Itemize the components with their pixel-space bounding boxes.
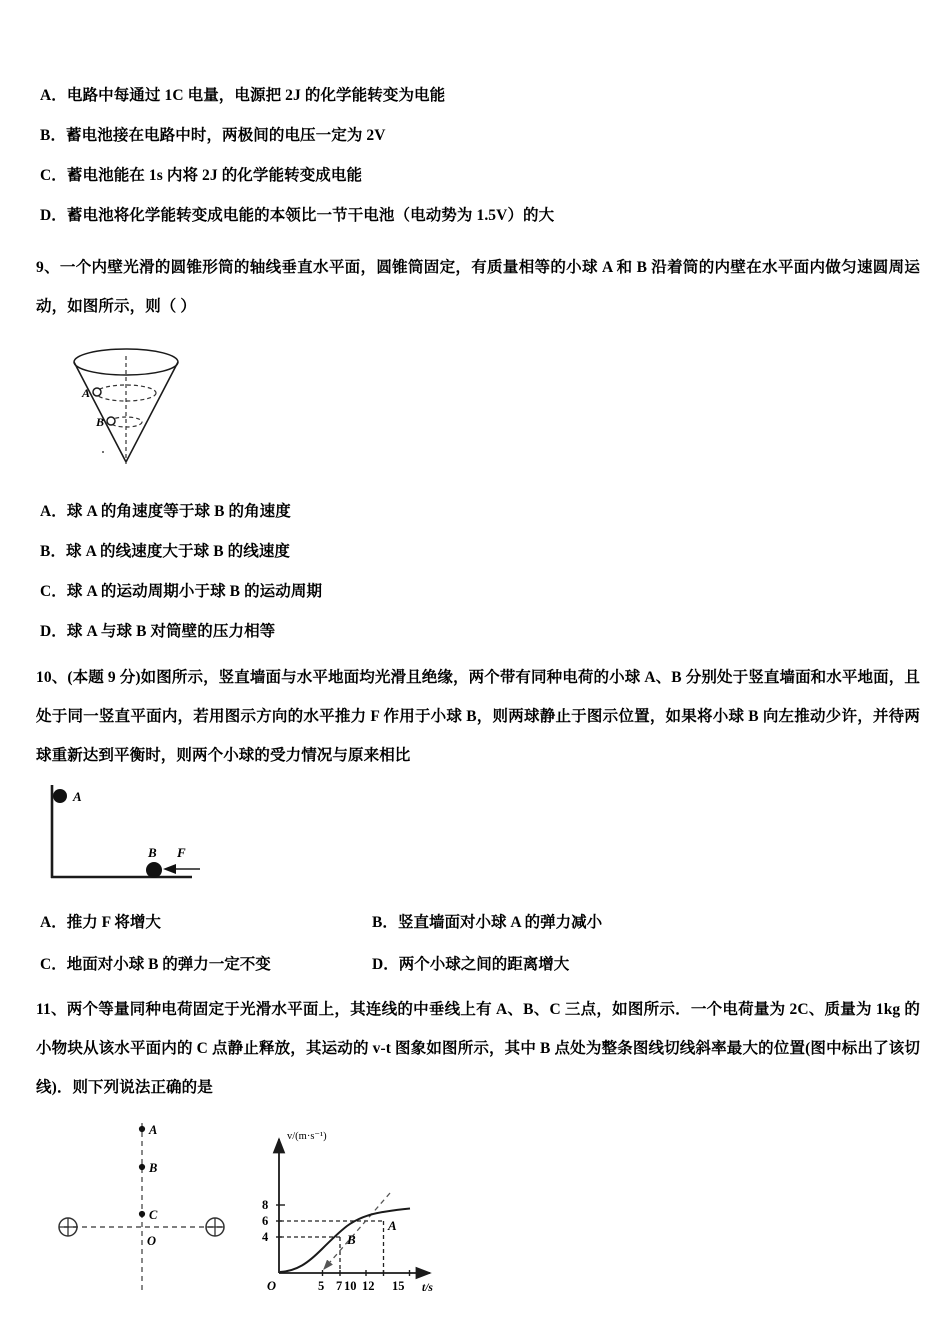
question-11-stem <box>36 990 920 1107</box>
option-label: C． <box>40 955 67 973</box>
option-label: B． <box>40 543 67 560</box>
point-a-label: A <box>149 1122 158 1137</box>
y-axis-label: v/(m·s⁻¹) <box>287 1130 327 1142</box>
option-row <box>40 915 920 932</box>
cone-left-edge <box>74 362 126 462</box>
y-tick-label-8: 8 <box>262 1197 269 1212</box>
point-a-dot <box>139 1125 145 1131</box>
option-text: 球 A 的角速度等于球 B 的角速度 <box>66 503 291 520</box>
option-label: C． <box>40 167 67 184</box>
x-axis-label: t/s <box>422 1281 433 1294</box>
option-row <box>40 128 920 144</box>
ball-b-label: B <box>96 415 105 429</box>
right-charge-icon <box>206 1218 224 1236</box>
option-label: B． <box>40 127 67 144</box>
option-row <box>40 584 920 600</box>
equal-charges-figure <box>50 1117 250 1297</box>
option-text: 电路中每通过 1C 电量，电源把 2J 的化学能转变为电能 <box>66 87 446 104</box>
x-tick-label-10: 10 <box>344 1278 357 1293</box>
option-label: A． <box>40 87 67 104</box>
option-row <box>40 168 920 184</box>
option-row <box>40 208 920 224</box>
option-text: 两个小球之间的距离增大 <box>398 955 570 973</box>
question-10-stem <box>36 658 920 775</box>
ball-a-label: A <box>73 788 82 804</box>
option-label: A． <box>40 503 67 520</box>
question-9-stem <box>36 248 920 326</box>
option-row <box>40 504 920 520</box>
force-label: F <box>177 844 186 860</box>
question-10-text: (本题 9 分)如图所示，竖直墙面与水平地面均光滑且绝缘，两个带有同种电荷的小球 A、B 分别处于竖直墙面和水平地面，且处于同一竖直平面内，若用图示方向的水平推力 F 作用于小球 B，则两球静止于图示位置，如果将小球 B 向左推动少许，并待两球重新达到平衡时，则两个小球的受力情况与原来相比 <box>36 668 920 764</box>
tangent-line <box>324 1193 390 1269</box>
ball-b <box>146 862 162 878</box>
option-text: 推力 F 将增大 <box>66 913 161 931</box>
cone-figure-svg <box>58 340 258 480</box>
option-label: A． <box>40 913 67 931</box>
question-11-figures <box>40 1117 920 1307</box>
option-text: 地面对小球 B 的弹力一定不变 <box>66 955 271 973</box>
ball-a <box>93 388 101 396</box>
question-10-number: 10、 <box>36 668 68 686</box>
option-row <box>40 88 920 104</box>
question-9-options <box>40 504 920 640</box>
y-tick-label-4: 4 <box>262 1229 269 1244</box>
option-row <box>40 957 920 974</box>
point-b-dot <box>139 1163 145 1169</box>
question-10-options <box>40 915 920 974</box>
option-c <box>40 957 271 973</box>
point-b-label: B <box>347 1231 356 1247</box>
wall-ground-figure <box>44 781 920 891</box>
vt-graph-svg <box>252 1125 462 1300</box>
option-row <box>40 544 920 560</box>
point-c-label: C <box>149 1207 158 1222</box>
option-d <box>372 957 569 973</box>
option-row <box>40 624 920 640</box>
y-tick-label-6: 6 <box>262 1213 269 1228</box>
question-9-text: 一个内壁光滑的圆锥形筒的轴线垂直水平面，圆锥筒固定，有质量相等的小球 A 和 B 沿着筒的内壁在水平面内做匀速圆周运动，如图所示，则（ ） <box>36 259 921 315</box>
point-c-dot <box>139 1210 145 1216</box>
origin-label: O <box>147 1233 157 1248</box>
ball-a-label: A <box>82 386 91 400</box>
option-text: 蓄电池将化学能转变成电能的本领比一节干电池（电动势为 1.5V）的大 <box>66 207 555 224</box>
question-11-text: 两个等量同种电荷固定于光滑水平面上，其连线的中垂线上有 A、B、C 三点，如图所示．一个电荷量为 2C、质量为 1kg 的小物块从该水平面内的 C 点静止释放，其运动的 v-t 图象如图所示，其中 B 点处为整条图线切线斜率最大的位置(图中标出了该切线)．则下列说法正确的是 <box>36 1000 920 1096</box>
option-b <box>372 915 602 931</box>
option-label: D． <box>40 207 67 224</box>
x-tick-label-7: 7 <box>336 1278 343 1293</box>
question-11-number: 11、 <box>36 1000 67 1018</box>
force-arrow-head <box>163 864 176 874</box>
option-text: 竖直墙面对小球 A 的弹力减小 <box>398 913 603 931</box>
ball-a <box>53 789 67 803</box>
x-tick-label-5: 5 <box>318 1278 325 1293</box>
option-text: 蓄电池能在 1s 内将 2J 的化学能转变成电能 <box>66 167 363 184</box>
option-label: D． <box>40 623 67 640</box>
ball-b-label: B <box>148 844 157 860</box>
option-text: 蓄电池接在电路中时，两极间的电压一定为 2V <box>66 127 386 144</box>
option-label: D． <box>372 955 399 973</box>
origin-label: O <box>267 1278 277 1293</box>
question-8-options <box>40 88 920 224</box>
ball-b <box>107 417 115 425</box>
point-a-label: A <box>388 1217 397 1233</box>
x-tick-label-12: 12 <box>362 1278 375 1293</box>
cone-right-edge <box>126 362 178 462</box>
point-b-label: B <box>149 1160 158 1175</box>
x-tick-label-15: 15 <box>392 1278 405 1293</box>
option-text: 球 A 的线速度大于球 B 的线速度 <box>66 543 291 560</box>
question-9-number: 9、 <box>36 259 60 276</box>
cone-figure <box>58 340 920 480</box>
left-charge-icon <box>59 1218 77 1236</box>
figure-speck <box>102 451 104 453</box>
option-label: B． <box>372 913 398 931</box>
vt-graph-figure <box>252 1125 462 1300</box>
equal-charges-figure-svg <box>50 1117 250 1297</box>
page-content <box>36 87 921 1307</box>
option-text: 球 A 与球 B 对筒壁的压力相等 <box>66 623 276 640</box>
option-label: C． <box>40 583 67 600</box>
option-a <box>40 915 161 931</box>
option-text: 球 A 的运动周期小于球 B 的运动周期 <box>66 583 323 600</box>
wall-ground-figure-svg <box>44 781 254 891</box>
